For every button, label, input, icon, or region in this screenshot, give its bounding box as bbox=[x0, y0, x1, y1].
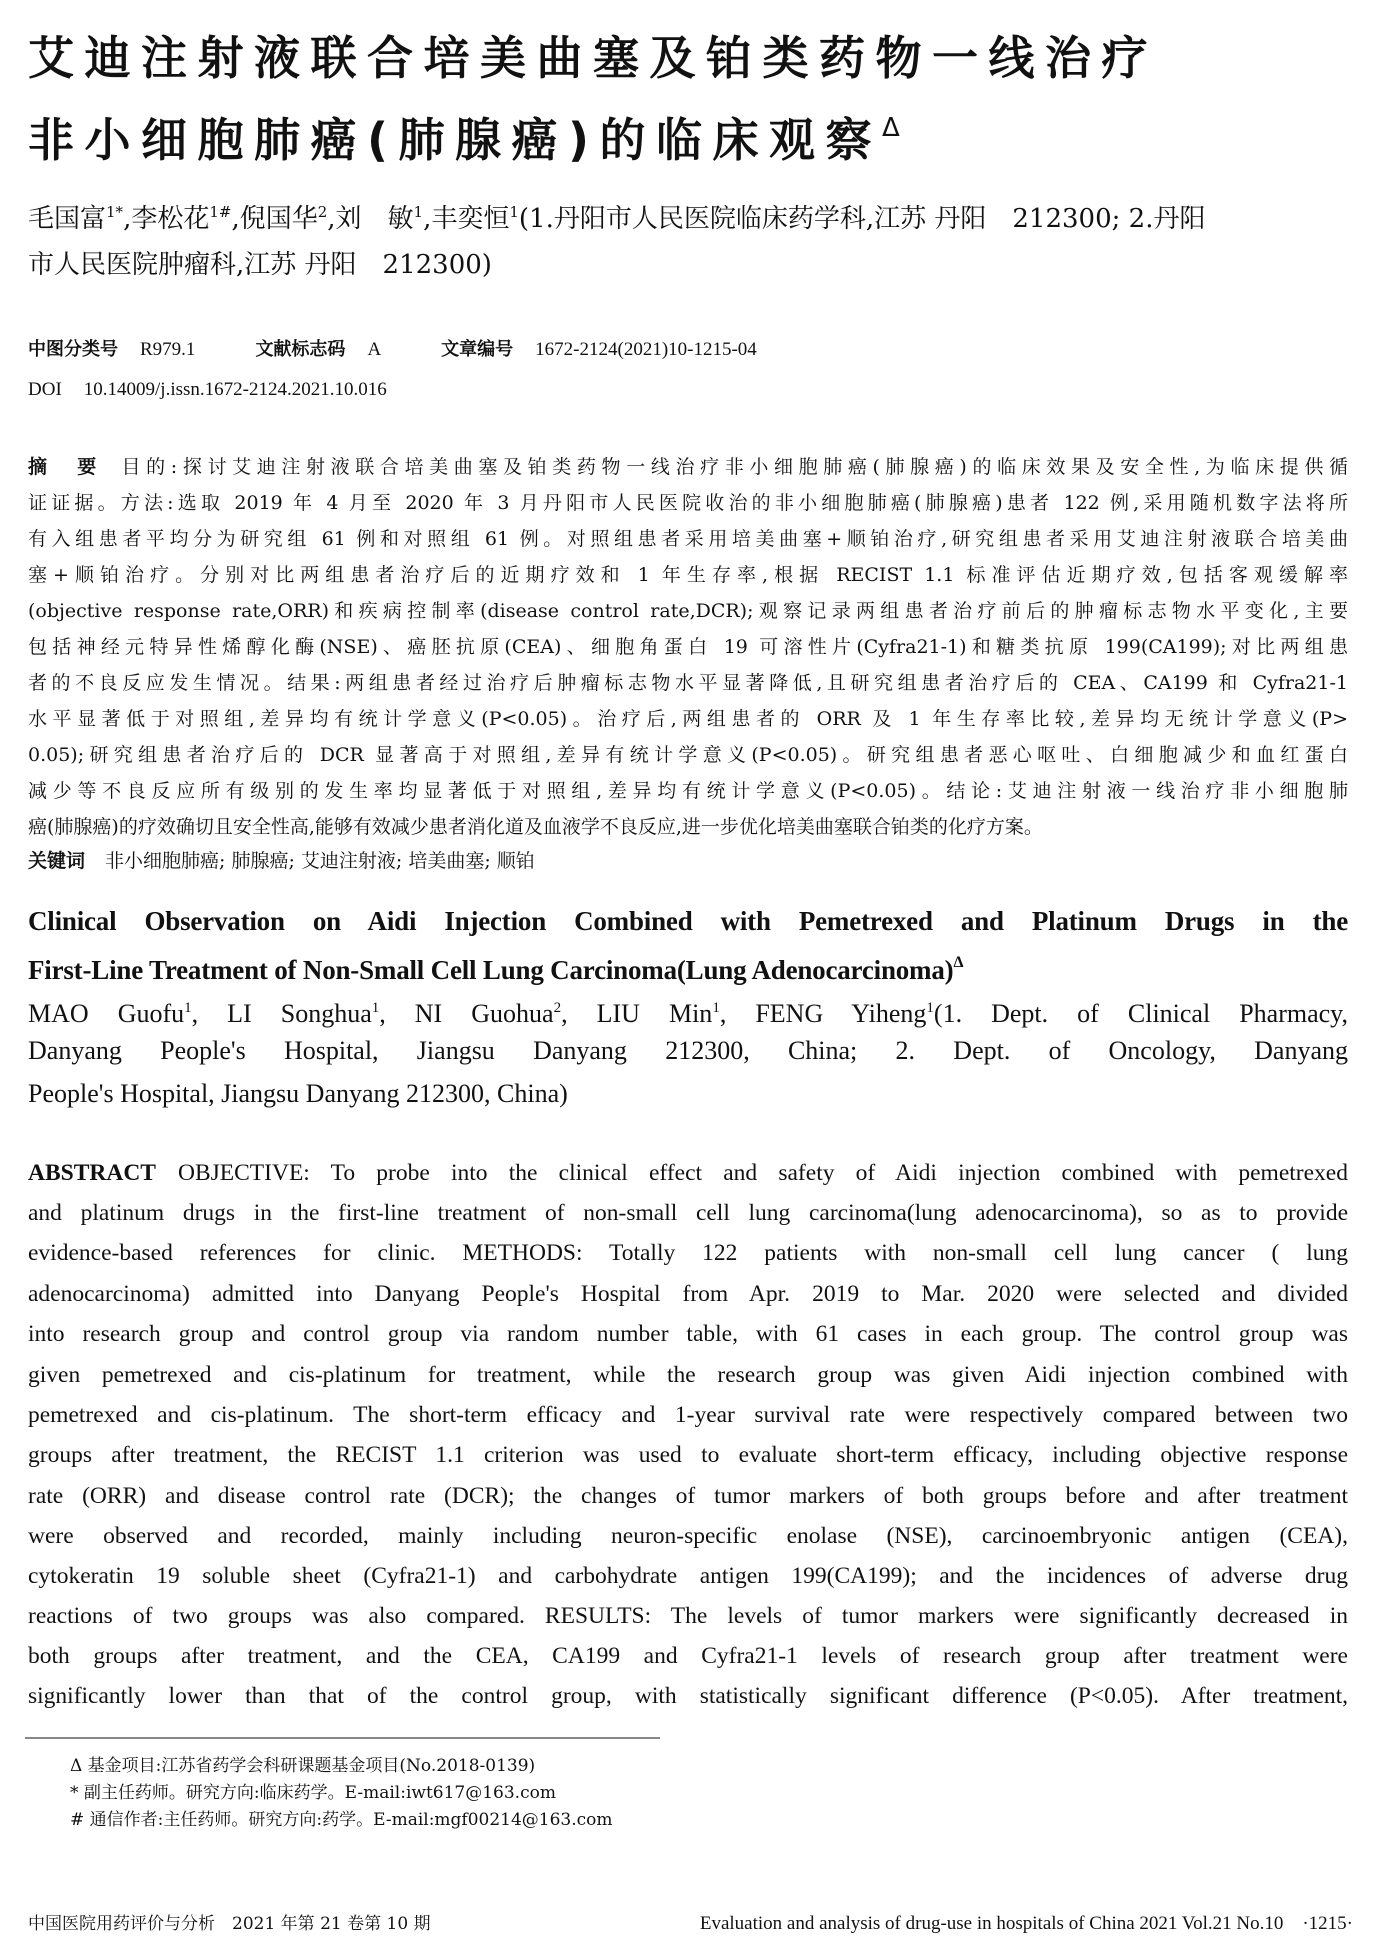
author-affil: 1# bbox=[209, 203, 232, 221]
author-affil: 2 bbox=[553, 1000, 562, 1016]
keywords-text: 非小细胞肺癌; 肺腺癌; 艾迪注射液; 培美曲塞; 顺铂 bbox=[105, 850, 535, 872]
doc-code-label: 文献标志码 bbox=[255, 339, 346, 360]
keywords-row bbox=[28, 846, 1348, 876]
author-affil: 1 bbox=[371, 1000, 380, 1016]
doi-label: DOI bbox=[28, 379, 62, 400]
en-authors-line-1 bbox=[28, 987, 1348, 1035]
author-affil: 2 bbox=[317, 203, 328, 221]
en-abstract-line: both groups after treatment, and the CEA, CA199 and Cyfra21-1 levels of research group after treatment were bbox=[28, 1643, 1348, 1669]
en-abstract-label: ABSTRACT bbox=[28, 1160, 156, 1186]
en-abstract-line: given pemetrexed and cis-platinum for treatment, while the research group was given Aidi injection combined with bbox=[28, 1362, 1348, 1388]
clc-value: R979.1 bbox=[140, 339, 196, 360]
en-abstract-line: pemetrexed and cis-platinum. The short-term efficacy and 1-year survival rate were respectively compared between two bbox=[28, 1402, 1348, 1428]
author-name: ,丰奕恒 bbox=[423, 204, 510, 234]
author-name: ,倪国华 bbox=[231, 204, 318, 234]
en-abstract-line: and platinum drugs in the first-line treatment of non-small cell lung carcinoma(lung adenocarcinoma), so as to provide bbox=[28, 1200, 1348, 1226]
author-name: MAO Guofu bbox=[28, 999, 185, 1028]
author-affil: 1 bbox=[926, 1000, 934, 1016]
funding-marker: Δ bbox=[953, 954, 964, 971]
en-authors-line-2: Danyang People's Hospital, Jiangsu Danyang 212300, China; 2. Dept. of Oncology, Danyang bbox=[28, 1036, 1348, 1065]
author-name: , LIU Min bbox=[561, 999, 713, 1028]
author-name: , LI Songhua bbox=[191, 999, 372, 1028]
en-abstract-line: significantly lower than that of the control group, with statistically significant difference (P<0.05). After treatment, bbox=[28, 1683, 1348, 1709]
running-footer-cn: 中国医院用药评价与分析 2021 年第 21 卷第 10 期 bbox=[28, 1914, 431, 1934]
en-abstract-line: reactions of two groups was also compared. RESULTS: The levels of tumor markers were significantly decreased in bbox=[28, 1603, 1348, 1629]
cn-abstract-line: 癌(肺腺癌)的疗效确切且安全性高,能够有效减少患者消化道及血液学不良反应,进一步优化培美曲塞联合铂类的化疗方案。 bbox=[28, 816, 1043, 838]
funding-marker: Δ bbox=[882, 113, 900, 143]
cn-title-line-1: 艾迪注射液联合培美曲塞及铂类药物一线治疗 bbox=[28, 31, 1158, 85]
en-abstract-line: were observed and recorded, mainly including neuron-specific enolase (NSE), carcinoembryonic antigen (CEA), bbox=[28, 1523, 1348, 1549]
cn-authors-line-2: 市人民医院肿瘤科,江苏 丹阳 212300) bbox=[28, 250, 492, 280]
affiliation-text: (1.丹阳市人民医院临床药学科,江苏 丹阳 212300; 2.丹阳 bbox=[518, 204, 1206, 234]
running-footer-en: Evaluation and analysis of drug-use in hospitals of China 2021 Vol.21 No.10 ·1215· bbox=[699, 1913, 1353, 1934]
keywords-label: 关键词 bbox=[28, 850, 86, 872]
doi-value: 10.14009/j.issn.1672-2124.2021.10.016 bbox=[83, 379, 387, 400]
en-abstract-line: adenocarcinoma) admitted into Danyang People's Hospital from Apr. 2019 to Mar. 2020 were selected and divided bbox=[28, 1281, 1348, 1307]
en-title-line-2 bbox=[28, 945, 1348, 988]
footnote-corresponding: # 通信作者:主任药师。研究方向:药学。E-mail:mgf00214@163.com bbox=[70, 1810, 613, 1830]
en-title-line-2-text: First-Line Treatment of Non-Small Cell Lung Carcinoma(Lung Adenocarcinoma) bbox=[28, 955, 954, 985]
cn-abstract-line: 包括神经元特异性烯醇化酶(NSE)、癌胚抗原(CEA)、细胞角蛋白 19 可溶性片(Cyfra21-1)和糖类抗原 199(CA199);对比两组患 bbox=[28, 636, 1348, 658]
cn-abstract-line: 水平显著低于对照组,差异均有统计学意义(P<0.05)。治疗后,两组患者的 ORR 及 1 年生存率比较,差异均无统计学意义(P> bbox=[28, 708, 1348, 730]
author-affil: 1 bbox=[509, 203, 519, 221]
cn-abstract-line: 有入组患者平均分为研究组 61 例和对照组 61 例。对照组患者采用培美曲塞+顺铂治疗,研究组患者采用艾迪注射液联合培美曲 bbox=[28, 528, 1348, 550]
doc-code-value: A bbox=[367, 339, 382, 360]
cn-abstract-text: 目的:探讨艾迪注射液联合培美曲塞及铂类药物一线治疗非小细胞肺癌(肺腺癌)的临床效果及安全性,为临床提供循 bbox=[115, 456, 1348, 478]
footnote-divider bbox=[25, 1737, 660, 1739]
cn-abstract-line: 证证据。方法:选取 2019 年 4 月至 2020 年 3 月丹阳市人民医院收治的非小细胞肺癌(肺腺癌)患者 122 例,采用随机数字法将所 bbox=[28, 492, 1348, 514]
author-affil: 1* bbox=[106, 203, 124, 221]
doi-row bbox=[28, 375, 387, 405]
classification-row bbox=[28, 335, 757, 365]
en-abstract-line: rate (ORR) and disease control rate (DCR); the changes of tumor markers of both groups before and after treatment bbox=[28, 1483, 1348, 1509]
footnote-funding: Δ 基金项目:江苏省药学会科研课题基金项目(No.2018-0139) bbox=[70, 1756, 536, 1776]
en-authors-line-3: People's Hospital, Jiangsu Danyang 212300, China) bbox=[28, 1079, 568, 1108]
cn-authors-line-1 bbox=[28, 190, 1348, 241]
author-affil: 1 bbox=[712, 1000, 720, 1016]
en-abstract-line bbox=[28, 1157, 1348, 1190]
author-name: ,刘 敏 bbox=[327, 204, 414, 234]
clc-label: 中图分类号 bbox=[28, 339, 118, 360]
cn-abstract-line: (objective response rate,ORR)和疾病控制率(disease control rate,DCR);观察记录两组患者治疗前后的肿瘤标志物水平变化,主要 bbox=[28, 600, 1348, 622]
cn-abstract-line: 0.05);研究组患者治疗后的 DCR 显著高于对照组,差异有统计学意义(P<0.05)。研究组患者恶心呕吐、白细胞减少和血红蛋白 bbox=[28, 744, 1348, 766]
cn-title-line-2 bbox=[28, 100, 1348, 168]
cn-abstract-line: 塞+顺铂治疗。分别对比两组患者治疗后的近期疗效和 1 年生存率,根据 RECIST 1.1 标准评估近期疗效,包括客观缓解率 bbox=[28, 564, 1348, 586]
footnote-first-author: * 副主任药师。研究方向:临床药学。E-mail:iwt617@163.com bbox=[70, 1783, 556, 1803]
affiliation-text: (1. Dept. of Clinical Pharmacy, bbox=[933, 999, 1348, 1028]
article-no-value: 1672-2124(2021)10-1215-04 bbox=[535, 339, 757, 360]
en-abstract-line: groups after treatment, the RECIST 1.1 criterion was used to evaluate short-term efficacy, including objective response bbox=[28, 1442, 1348, 1468]
cn-abstract-line bbox=[28, 452, 1348, 482]
cn-title-line-2-text: 非小细胞肺癌(肺腺癌)的临床观察 bbox=[28, 113, 883, 167]
en-title-line-1: Clinical Observation on Aidi Injection Combined with Pemetrexed and Platinum Drugs in the bbox=[28, 906, 1348, 936]
author-name: , FENG Yiheng bbox=[719, 999, 927, 1028]
author-affil: 1 bbox=[184, 1000, 192, 1016]
en-abstract-line: cytokeratin 19 soluble sheet (Cyfra21-1) and carbohydrate antigen 199(CA199); and the incidences of adverse drug bbox=[28, 1563, 1348, 1589]
cn-abstract-line: 减少等不良反应所有级别的发生率均显著低于对照组,差异均有统计学意义(P<0.05)。结论:艾迪注射液一线治疗非小细胞肺 bbox=[28, 780, 1348, 802]
author-affil: 1 bbox=[413, 203, 424, 221]
author-name: , NI Guohua bbox=[379, 999, 554, 1028]
author-name: 毛国富 bbox=[28, 204, 107, 234]
cn-abstract-label: 摘 要 bbox=[28, 456, 102, 478]
article-no-label: 文章编号 bbox=[441, 339, 514, 360]
cn-abstract-line: 者的不良反应发生情况。结果:两组患者经过治疗后肿瘤标志物水平显著降低,且研究组患者治疗后的 CEA、CA199 和 Cyfra21-1 bbox=[28, 672, 1348, 694]
en-abstract-line: into research group and control group via random number table, with 61 cases in each group. The control group was bbox=[28, 1321, 1348, 1347]
author-name: ,李松花 bbox=[123, 204, 210, 234]
en-abstract-line: evidence-based references for clinic. METHODS: Totally 122 patients with non-small cell lung cancer ( lung bbox=[28, 1240, 1348, 1266]
en-abstract-text: OBJECTIVE: To probe into the clinical effect and safety of Aidi injection combined with pemetrexed bbox=[177, 1160, 1348, 1186]
